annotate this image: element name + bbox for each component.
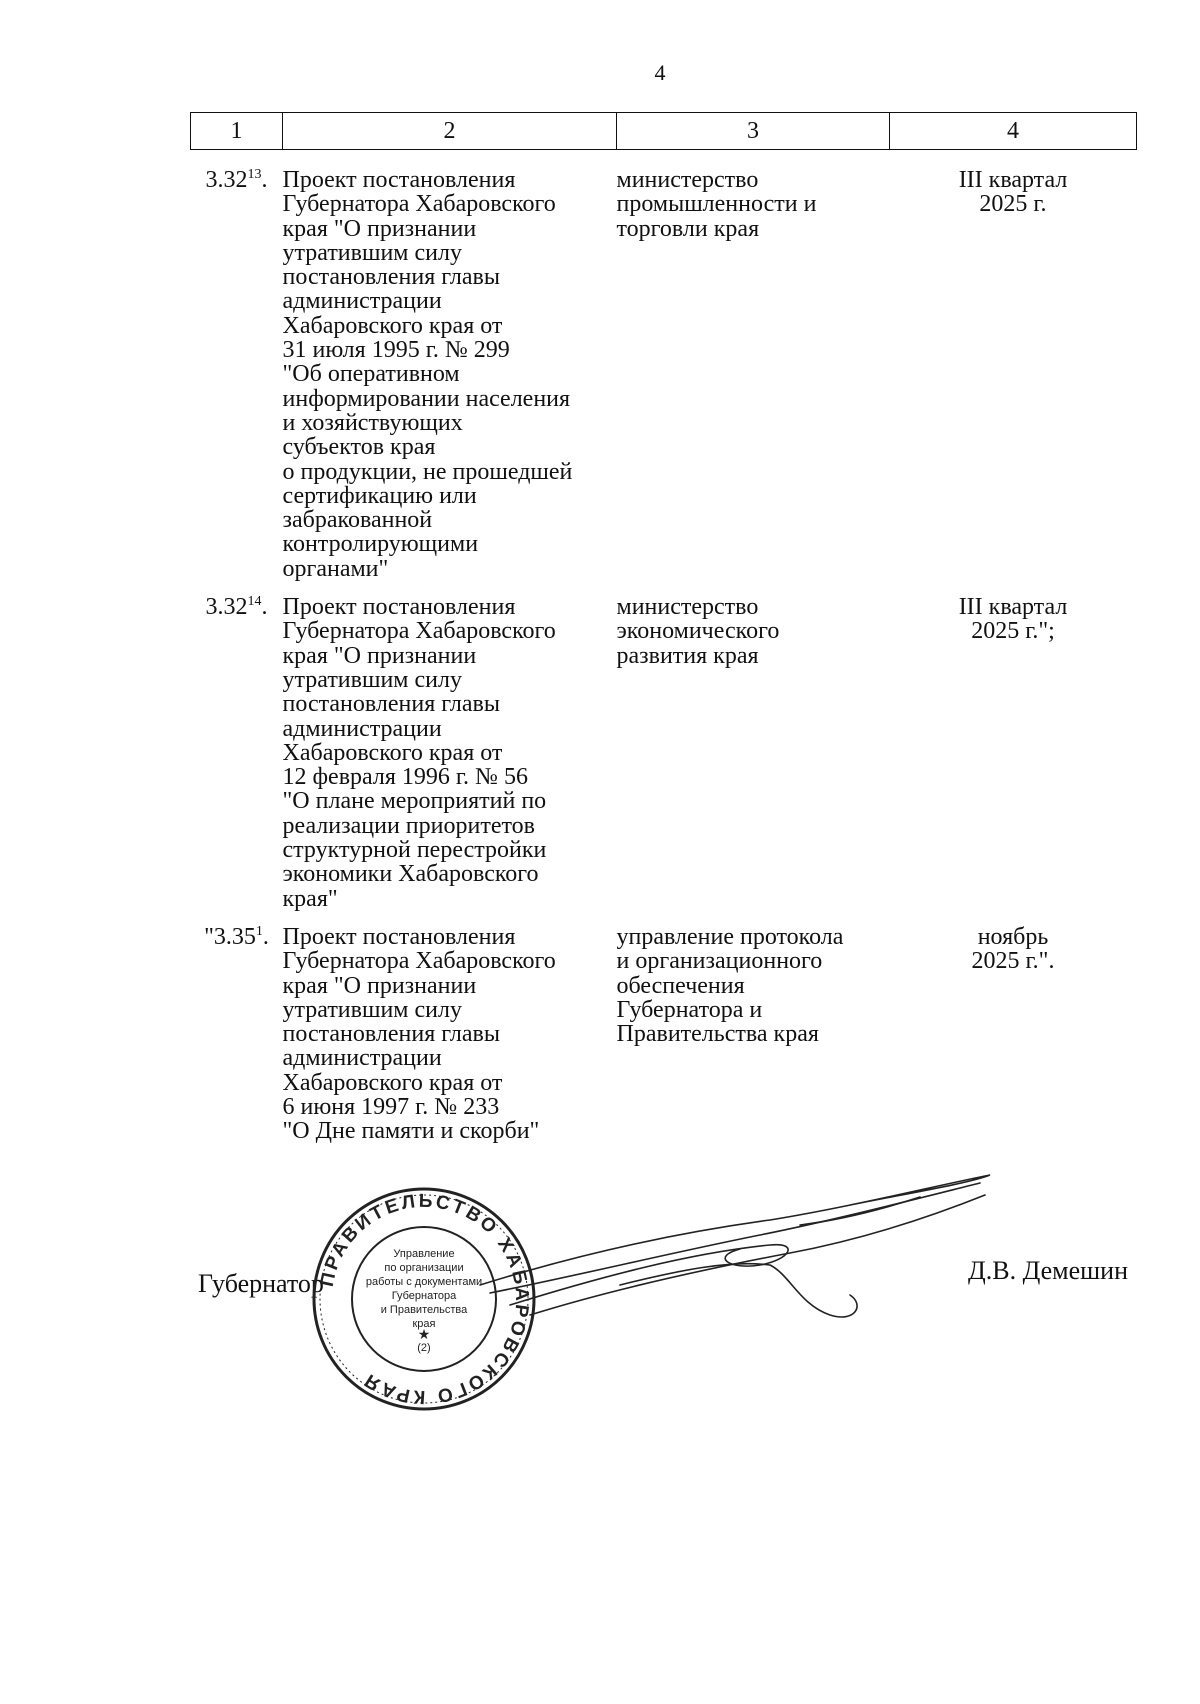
svg-text:по организации: по организации bbox=[384, 1262, 464, 1274]
signatory-name: Д.В. Демешин bbox=[968, 1256, 1129, 1285]
seal-outer-text: ПРАВИТЕЛЬСТВО ХАБАРОВСКОГО КРАЯ bbox=[316, 1190, 533, 1408]
item-deadline: III квартал 2025 г."; bbox=[958, 594, 1068, 645]
item-responsible: министерство промышленности и торговли края bbox=[616, 167, 817, 242]
plan-table bbox=[190, 112, 1137, 1152]
svg-text:и Правительства: и Правительства bbox=[380, 1304, 468, 1316]
page-number: 4 bbox=[654, 60, 666, 85]
item-number: 3.32$^{13}$. bbox=[205, 167, 268, 193]
column-header-2: 2 bbox=[283, 113, 617, 150]
svg-text:★: ★ bbox=[417, 1326, 431, 1342]
column-header-3: 3 bbox=[617, 113, 890, 150]
svg-text:Губернатора: Губернатора bbox=[391, 1290, 457, 1302]
table-row bbox=[191, 150, 1137, 590]
item-title: Проект постановления Губернатора Хабаровского края "О признании утратившим силу постановления главы администрации Хабаровского края от 6 июня 1997 г. № 233 "О Дне памяти и скорби" bbox=[282, 923, 556, 1145]
table-header-row bbox=[191, 113, 1137, 150]
svg-text:(2): (2) bbox=[417, 1342, 431, 1354]
item-deadline: ноябрь 2025 г.". bbox=[971, 923, 1055, 975]
svg-text:работы с документами: работы с документами bbox=[365, 1276, 483, 1288]
svg-text:Управление: Управление bbox=[393, 1248, 455, 1260]
column-header-4: 4 bbox=[890, 113, 1137, 150]
item-deadline: III квартал 2025 г. bbox=[958, 167, 1068, 218]
signatory-title: Губернатор bbox=[198, 1269, 324, 1298]
signature-block bbox=[0, 1110, 1200, 1408]
item-title: Проект постановления Губернатора Хабаровского края "О признании утратившим силу постановления главы администрации Хабаровского края от 12 февраля 1996 г. № 56 "О плане мероприятий по реализации приоритетов структурной перестройки экономики Хабаровского края" bbox=[282, 594, 556, 912]
item-responsible: управление протокола и организационного обеспечения Губернатора и Правительства края bbox=[616, 923, 844, 1048]
item-title: Проект постановления Губернатора Хабаровского края "О признании утратившим силу постановления главы администрации Хабаровского края от 31 июля 1995 г. № 299 "Об оперативном информировании населения и хозяйствующих субъектов края о продукции, не прошедшей сертификацию или забракованной контролирующими органами" bbox=[282, 167, 573, 582]
svg-text:края: края bbox=[412, 1318, 436, 1330]
item-number: "3.35$^1$. bbox=[204, 923, 269, 950]
item-responsible: министерство экономического развития края bbox=[616, 594, 780, 669]
table-row bbox=[191, 589, 1137, 919]
handwritten-signature-icon bbox=[470, 1165, 1000, 1325]
column-header-1: 1 bbox=[191, 113, 283, 150]
item-number: 3.32$^{14}$. bbox=[205, 594, 268, 621]
